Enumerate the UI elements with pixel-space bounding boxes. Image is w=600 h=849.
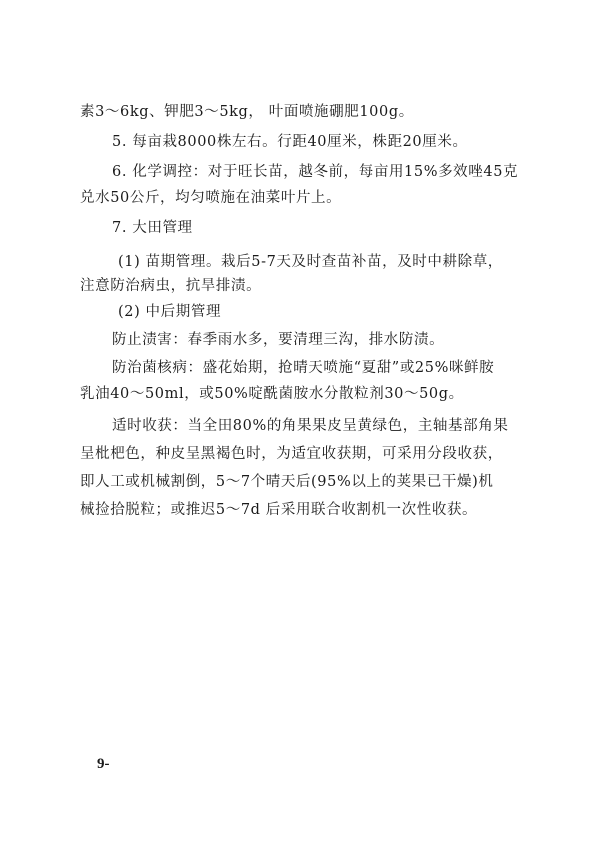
paragraph-line-chemical-control-cont: 兑水50公斤，均匀喷施在油菜叶片上。 <box>80 190 342 206</box>
paragraph-line-harvest-3: 即人工或机械割倒，5～7个晴天后(95%以上的荚果已干燥)机 <box>80 474 494 490</box>
paragraph-line-harvest: 适时收获：当全田80%的角果果皮呈黄绿色，主轴基部角果 <box>112 418 509 434</box>
paragraph-line-seedling-stage-cont: 注意防治病虫，抗旱排渍。 <box>80 278 262 294</box>
paragraph-line-chemical-control: 6. 化学调控：对于旺长苗，越冬前，每亩用15%多效唑45克 <box>112 164 519 180</box>
paragraph-line-waterlogging: 防止渍害：春季雨水多，要清理三沟，排水防渍。 <box>112 332 445 348</box>
paragraph-line-sclerotinia: 防治菌核病：盛花始期，抢晴天喷施“夏甜”或25%咪鲜胺 <box>112 360 495 376</box>
subheading-mid-late-stage: (2) 中后期管理 <box>118 304 222 320</box>
page-number: 9- <box>97 756 110 772</box>
paragraph-line-planting-density: 5. 每亩栽8000株左右。行距40厘米，株距20厘米。 <box>112 134 468 150</box>
paragraph-line-sclerotinia-cont: 乳油40～50ml，或50%啶酰菌胺水分散粒剂30～50g。 <box>80 386 464 402</box>
paragraph-line-harvest-4: 械捡拾脱粒；或推迟5～7d 后采用联合收割机一次性收获。 <box>80 502 478 518</box>
paragraph-line-seedling-stage: (1) 苗期管理。栽后5-7天及时查苗补苗，及时中耕除草， <box>118 254 503 270</box>
paragraph-line-fertilizer: 素3～6kg、钾肥3～5kg， 叶面喷施硼肥100g。 <box>80 104 414 120</box>
paragraph-line-harvest-2: 呈枇杷色，种皮呈黑褐色时，为适宜收获期，可采用分段收获， <box>80 446 503 462</box>
section-heading-field-management: 7. 大田管理 <box>112 220 193 236</box>
